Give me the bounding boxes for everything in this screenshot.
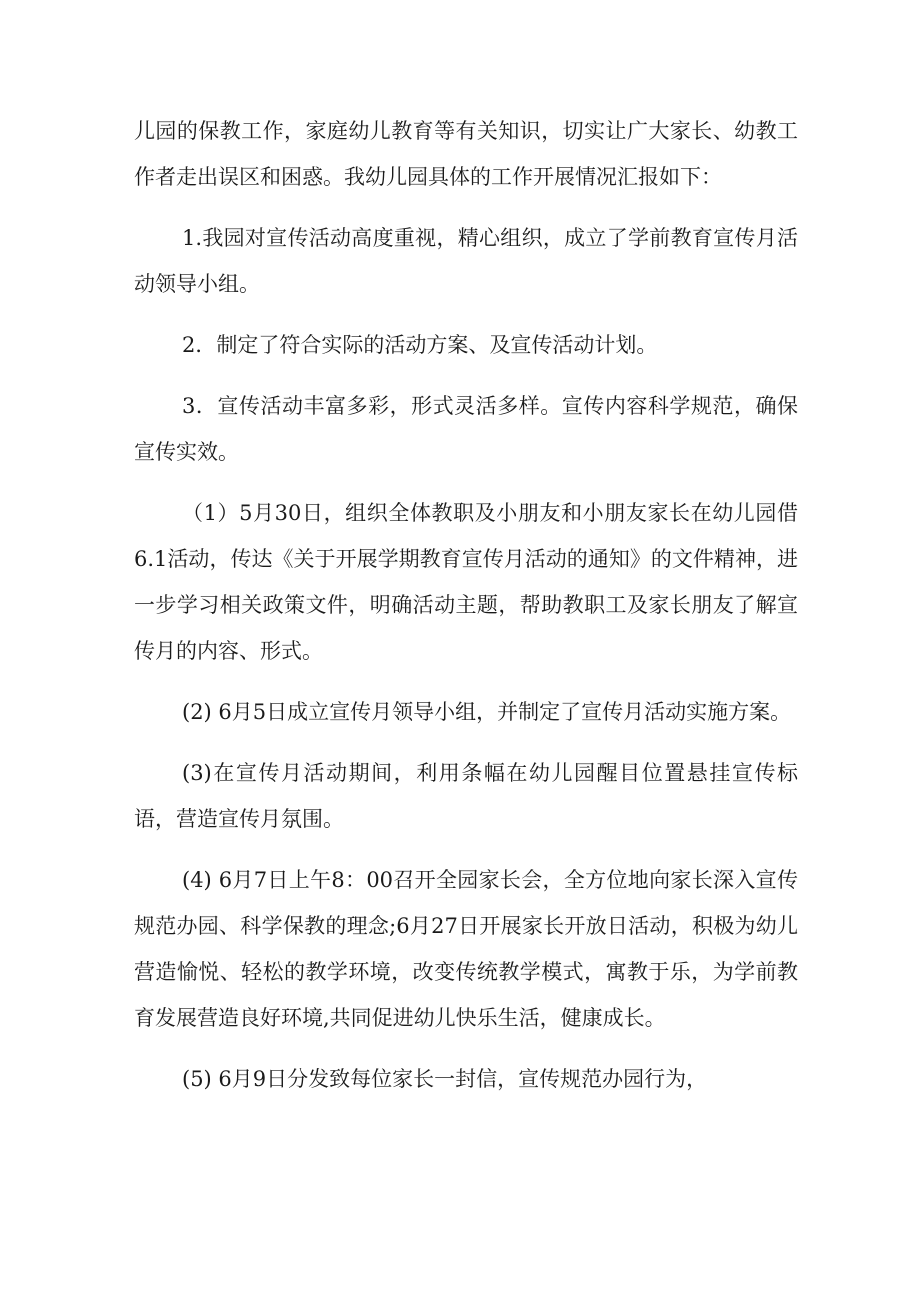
paragraph-subitem-1: （1）5月30日，组织全体教职及小朋友和小朋友家长在幼儿园借6.1活动，传达《关于开展学期教育宣传月活动的通知》的文件精神，进一步学习相关政策文件，明确活动主题，帮助教职工及家长朋友了解宣传月的内容、形式。 bbox=[134, 501, 798, 663]
paragraph-subitem-4: (4) 6月7日上午8：00召开全园家长会，全方位地向家长深入宣传规范办园、科学保教的理念;6月27日开展家长开放日活动，积极为幼儿营造愉悦、轻松的教学环境，改变传统教学模式，寓教于乐，为学前教育发展营造良好环境,共同促进幼儿快乐生活，健康成长。 bbox=[134, 868, 798, 1030]
document-body bbox=[134, 108, 798, 1117]
paragraph-item-1: 1.我园对宣传活动高度重视，精心组织，成立了学前教育宣传月活动领导小组。 bbox=[134, 226, 798, 296]
paragraph-intro-continued: 儿园的保教工作，家庭幼儿教育等有关知识，切实让广大家长、幼教工作者走出误区和困惑。我幼儿园具体的工作开展情况汇报如下： bbox=[134, 119, 798, 189]
paragraph-item-2: 2．制定了符合实际的活动方案、及宣传活动计划。 bbox=[182, 333, 658, 357]
paragraph-item-3: 3．宣传活动丰富多彩，形式灵活多样。宣传内容科学规范，确保宣传实效。 bbox=[134, 394, 798, 464]
paragraph-subitem-2: (2) 6月5日成立宣传月领导小组，并制定了宣传月活动实施方案。 bbox=[182, 700, 792, 724]
paragraph-subitem-5: (5) 6月9日分发致每位家长一封信，宣传规范办园行为， bbox=[182, 1067, 708, 1091]
paragraph-subitem-3: (3)在宣传月活动期间，利用条幅在幼儿园醒目位置悬挂宣传标语，营造宣传月氛围。 bbox=[134, 761, 798, 831]
